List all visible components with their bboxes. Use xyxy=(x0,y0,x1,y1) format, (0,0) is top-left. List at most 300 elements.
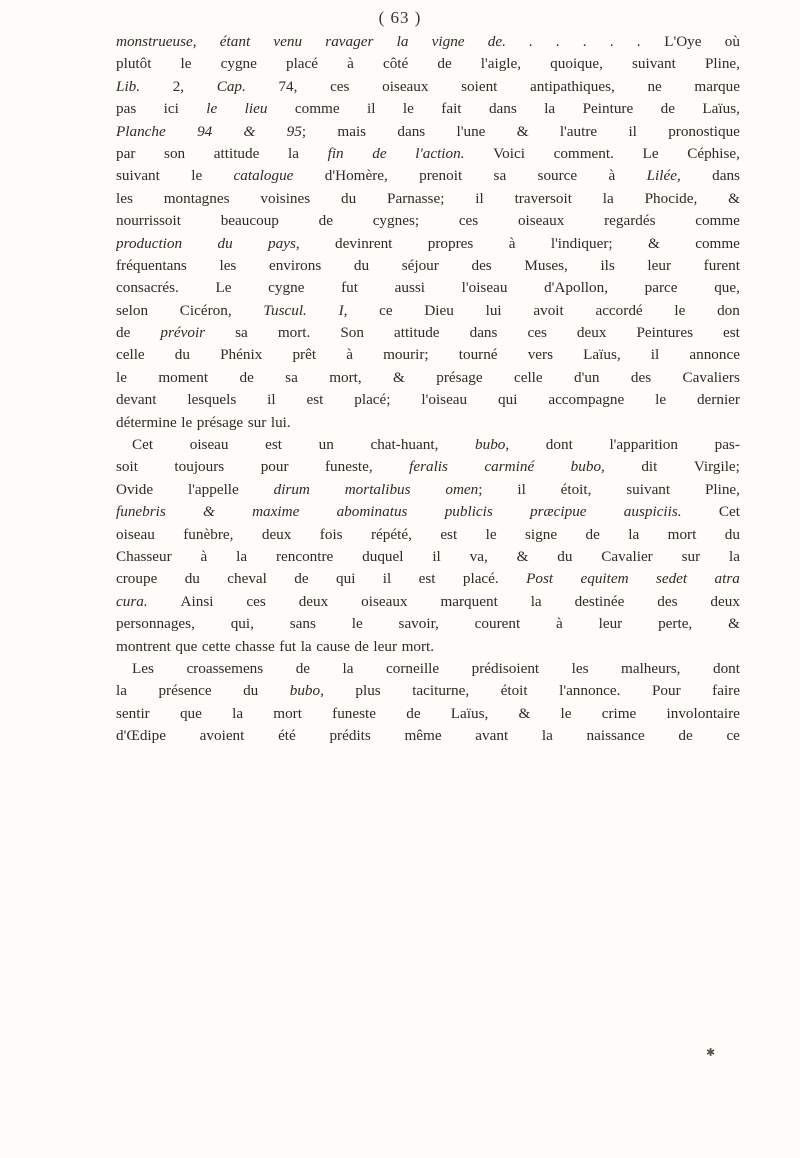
word: funeste, xyxy=(325,458,373,476)
word: Muses, xyxy=(524,256,568,274)
word: publicis xyxy=(444,503,493,521)
word: l'autre xyxy=(559,122,598,140)
word: Ovide xyxy=(116,480,154,498)
word: vers xyxy=(527,346,553,364)
word: Cet xyxy=(132,436,154,454)
word: . xyxy=(583,33,587,50)
word: & xyxy=(243,122,256,140)
word: il xyxy=(367,100,376,118)
word: accordé xyxy=(595,301,643,319)
word: étant xyxy=(219,33,251,50)
word: la xyxy=(544,100,556,118)
word: le xyxy=(206,100,218,118)
word: Phénix xyxy=(220,346,263,364)
word: naissance xyxy=(586,727,645,745)
word: dans xyxy=(712,167,740,185)
word: répété, xyxy=(371,525,412,543)
word: avoit xyxy=(533,301,564,319)
text-line xyxy=(116,501,740,523)
word: été xyxy=(278,727,296,745)
word: environs xyxy=(268,256,322,274)
word: le xyxy=(180,55,192,73)
text-line xyxy=(116,53,740,75)
word: détermine xyxy=(116,413,177,431)
word: sentir xyxy=(116,704,150,722)
word: Laïus, xyxy=(583,346,621,364)
word: comme xyxy=(695,212,740,230)
word: don xyxy=(717,301,740,319)
word: Peintures xyxy=(636,324,693,342)
word: à xyxy=(200,547,208,565)
word: 94 xyxy=(197,122,213,140)
word: Laïus, xyxy=(450,704,489,722)
word: auspiciis. xyxy=(623,503,682,521)
word: il xyxy=(628,122,637,140)
word: de xyxy=(295,659,311,677)
word: sedet xyxy=(655,570,688,588)
text-line xyxy=(116,143,740,165)
word: ici xyxy=(163,100,179,118)
text-line xyxy=(116,703,740,725)
word: dernier xyxy=(696,391,740,409)
word: & xyxy=(728,189,740,207)
word: I, xyxy=(338,301,348,319)
word: lesquels xyxy=(187,391,237,409)
word: du xyxy=(353,256,370,274)
word: cette xyxy=(201,637,231,655)
word: Pline, xyxy=(704,480,740,498)
word: L'Oye xyxy=(664,33,702,50)
word: la xyxy=(729,547,740,565)
word: regardés xyxy=(604,212,656,230)
text-line xyxy=(116,524,740,546)
word: les xyxy=(571,659,589,677)
word: de xyxy=(372,144,387,162)
word: toujours xyxy=(174,458,225,476)
word: de xyxy=(116,324,131,342)
word: funèbre, xyxy=(183,525,234,543)
word: deux xyxy=(576,324,607,342)
word: le xyxy=(181,413,193,431)
word: signe xyxy=(525,525,558,543)
word: par xyxy=(116,144,136,162)
word: sa xyxy=(285,368,298,386)
word: sans xyxy=(289,615,316,633)
word: dans xyxy=(469,324,498,342)
word: la xyxy=(602,189,614,207)
word: de. xyxy=(487,33,506,50)
word: que, xyxy=(714,279,740,297)
word: qui, xyxy=(230,615,254,633)
word: étoit, xyxy=(560,480,592,498)
text-line xyxy=(116,121,740,143)
text-line xyxy=(116,568,740,590)
word: à xyxy=(346,346,353,364)
word: propres xyxy=(427,234,474,252)
word: celle xyxy=(116,346,145,364)
word: parce xyxy=(644,279,678,297)
word: ils xyxy=(600,256,615,274)
word: d'Œdipe xyxy=(116,727,166,745)
word: Voici xyxy=(493,144,525,162)
word: catalogue xyxy=(233,167,294,185)
word: pas- xyxy=(714,436,740,454)
word: comme xyxy=(695,234,740,252)
word: atra xyxy=(714,570,740,588)
word: source xyxy=(537,167,578,185)
word: la xyxy=(116,682,127,700)
word: annonce xyxy=(689,346,740,364)
word: placé xyxy=(285,55,319,73)
text-line xyxy=(116,367,740,389)
word: faire xyxy=(712,682,740,700)
word: le xyxy=(191,167,203,185)
word: le xyxy=(351,615,363,633)
word: prenoit xyxy=(419,167,463,185)
text-line xyxy=(116,233,740,255)
word: dans xyxy=(488,100,517,118)
text-line xyxy=(116,680,740,702)
word: carminé xyxy=(484,458,535,476)
word: & xyxy=(728,615,740,633)
word: de xyxy=(437,55,452,73)
word: côté xyxy=(382,55,409,73)
word: à xyxy=(556,615,563,633)
word: præcipue xyxy=(530,503,587,521)
word: des xyxy=(657,592,678,610)
word: plus xyxy=(355,682,381,700)
word: cygnes; xyxy=(372,212,420,230)
word: tourné xyxy=(458,346,498,364)
word: Son xyxy=(340,324,364,342)
text-line xyxy=(116,210,740,232)
text-line xyxy=(116,344,740,366)
word: l'une xyxy=(456,122,486,140)
word: la xyxy=(628,525,640,543)
word: à xyxy=(508,234,516,252)
word: pas xyxy=(116,100,137,118)
word: cause xyxy=(316,637,350,655)
word: les xyxy=(116,189,133,207)
word: selon xyxy=(116,301,149,319)
word: fréquentans xyxy=(116,256,187,274)
word: antipathiques, xyxy=(530,77,615,95)
word: accompagne xyxy=(548,391,625,409)
text-line xyxy=(116,546,740,568)
word: 74, xyxy=(278,77,298,95)
word: & xyxy=(648,234,660,252)
word: cygne xyxy=(220,55,257,73)
text-line xyxy=(116,76,740,98)
word: du xyxy=(217,234,233,252)
word: que xyxy=(179,704,202,722)
word: de xyxy=(660,100,675,118)
word: equitem xyxy=(580,570,629,588)
word: l'action. xyxy=(415,144,465,162)
word: dont xyxy=(545,436,573,454)
text-line xyxy=(116,613,740,635)
word: d'Apollon, xyxy=(544,279,608,297)
page-number: ( 63 ) xyxy=(378,8,422,27)
text-line xyxy=(116,591,740,613)
word: de xyxy=(585,525,600,543)
word: pronostique xyxy=(668,122,740,140)
text-line xyxy=(116,277,740,299)
word: l'indiquer; xyxy=(550,234,613,252)
word: il xyxy=(517,480,526,498)
word: 2, xyxy=(172,77,185,95)
word: est xyxy=(723,324,740,342)
word: funeste xyxy=(332,704,377,722)
word: quoique, xyxy=(550,55,603,73)
body-text xyxy=(116,31,740,748)
word: il xyxy=(475,189,484,207)
word: cheval xyxy=(227,570,267,588)
word: mort xyxy=(273,704,302,722)
word: oiseaux xyxy=(382,77,429,95)
word: Ainsi xyxy=(180,592,214,610)
word: Lilée, xyxy=(646,167,681,185)
text-line xyxy=(116,434,740,456)
word: furent xyxy=(703,256,740,274)
word: Phocide, xyxy=(644,189,698,207)
word: devinrent xyxy=(335,234,393,252)
word: du xyxy=(174,346,190,364)
word: . xyxy=(637,33,641,50)
word: où xyxy=(724,33,740,50)
word: son xyxy=(164,144,186,162)
word: ces xyxy=(246,592,266,610)
word: oiseau xyxy=(116,525,155,543)
word: il xyxy=(650,346,660,364)
word: plutôt xyxy=(116,55,152,73)
word: suivant xyxy=(626,480,671,498)
word: mortalibus xyxy=(344,480,411,498)
word: & xyxy=(516,547,529,565)
word: pays, xyxy=(268,234,300,252)
word: comment. xyxy=(553,144,614,162)
word: présage xyxy=(196,413,244,431)
word: à xyxy=(608,167,616,185)
word: l'appelle xyxy=(187,480,239,498)
word: leur xyxy=(373,637,398,655)
word: bubo, xyxy=(289,682,324,700)
word: sa xyxy=(235,324,248,342)
word: monstrueuse, xyxy=(116,33,197,50)
word: moment xyxy=(158,368,209,386)
word: présence xyxy=(158,682,212,700)
word: fait xyxy=(441,100,462,118)
word: placé; xyxy=(354,391,391,409)
word: voisines xyxy=(260,189,311,207)
word: la xyxy=(396,33,409,50)
word: ces xyxy=(527,324,547,342)
word: vigne xyxy=(431,33,465,50)
word: production xyxy=(116,234,183,252)
word: suivant xyxy=(116,167,160,185)
word: l'aigle, xyxy=(480,55,522,73)
word: mort. xyxy=(277,324,311,342)
word: corneille xyxy=(386,659,440,677)
word: & xyxy=(516,122,529,140)
word: . xyxy=(556,33,560,50)
word: des xyxy=(630,368,652,386)
word: Céphise, xyxy=(687,144,740,162)
word: placé. xyxy=(462,570,499,588)
word: mourir; xyxy=(383,346,429,364)
word: la xyxy=(342,659,354,677)
word: Chasseur xyxy=(116,547,172,565)
word: Pour xyxy=(651,682,681,700)
word: dans xyxy=(397,122,426,140)
word: devant xyxy=(116,391,157,409)
word: comme xyxy=(294,100,340,118)
word: suivant xyxy=(631,55,676,73)
word: Planche xyxy=(116,122,166,140)
word: des xyxy=(471,256,492,274)
word: chat-huant, xyxy=(370,436,439,454)
word: d'Homère, xyxy=(324,167,388,185)
ink-mark: ✱ xyxy=(706,1047,716,1059)
word: Peinture xyxy=(582,100,634,118)
word: la xyxy=(541,727,553,745)
word: Le xyxy=(642,144,659,162)
word: deux xyxy=(298,592,329,610)
word: bubo, xyxy=(475,436,510,454)
word: même xyxy=(404,727,442,745)
word: traversoit xyxy=(514,189,572,207)
word: l'oiseau xyxy=(421,391,468,409)
word: malheurs, xyxy=(621,659,681,677)
word: oiseau xyxy=(189,436,229,454)
word: fut xyxy=(279,637,297,655)
text-line xyxy=(116,479,740,501)
word: de xyxy=(318,212,333,230)
word: & xyxy=(518,704,531,722)
word: prédits xyxy=(329,727,371,745)
word: un xyxy=(318,436,334,454)
word: Parnasse; xyxy=(387,189,445,207)
word: Dieu xyxy=(424,301,454,319)
word: oiseaux xyxy=(517,212,565,230)
word: de xyxy=(354,637,369,655)
word: 95; xyxy=(286,122,307,140)
text-line xyxy=(116,456,740,478)
word: montrent xyxy=(116,637,171,655)
word: qui xyxy=(498,391,518,409)
word: mort. xyxy=(401,637,435,655)
word: la xyxy=(236,547,248,565)
word: chasse xyxy=(235,637,275,655)
word: ravager xyxy=(325,33,374,50)
text-line xyxy=(116,725,740,747)
word: il xyxy=(267,391,276,409)
text-line xyxy=(116,300,740,322)
word: aussi xyxy=(394,279,425,297)
text-line xyxy=(116,255,740,277)
word: cura. xyxy=(116,592,148,610)
word: dirum xyxy=(273,480,310,498)
word: ces xyxy=(458,212,479,230)
word: que xyxy=(175,637,198,655)
word: avant xyxy=(475,727,509,745)
word: fois xyxy=(319,525,343,543)
word: croassemens xyxy=(186,659,264,677)
word: l'annonce. xyxy=(559,682,621,700)
word: montagnes xyxy=(163,189,230,207)
word: bubo, xyxy=(570,458,605,476)
word: deux xyxy=(710,592,740,610)
word: celle xyxy=(513,368,543,386)
word: pour xyxy=(260,458,289,476)
word: du xyxy=(557,547,573,565)
word: le xyxy=(655,391,667,409)
word: de xyxy=(294,570,309,588)
word: prévoir xyxy=(160,324,206,342)
word: Cicéron, xyxy=(179,301,232,319)
word: Le xyxy=(215,279,232,297)
word: Virgile; xyxy=(693,458,740,476)
word: fut xyxy=(341,279,358,297)
word: de xyxy=(406,704,421,722)
word: avoient xyxy=(199,727,245,745)
word: le xyxy=(560,704,572,722)
word: personnages, xyxy=(116,615,195,633)
word: destinée xyxy=(574,592,625,610)
word: marque xyxy=(694,77,740,95)
word: & xyxy=(393,368,405,386)
text-line xyxy=(116,658,740,680)
word: oiseaux xyxy=(361,592,408,610)
word: beaucoup xyxy=(220,212,279,230)
word: mort xyxy=(667,525,697,543)
word: lui. xyxy=(270,413,291,431)
word: qui xyxy=(336,570,356,588)
word: Les xyxy=(132,659,154,677)
word: lieu xyxy=(244,100,268,118)
word: & xyxy=(203,503,215,521)
word: rencontre xyxy=(275,547,334,565)
word: mais xyxy=(337,122,367,140)
word: feralis xyxy=(409,458,448,476)
word: il xyxy=(382,570,392,588)
word: à xyxy=(347,55,354,73)
word: dit xyxy=(641,458,658,476)
word: est xyxy=(440,525,458,543)
word: sa xyxy=(493,167,507,185)
word: omen; xyxy=(445,480,483,498)
word: Tuscul. xyxy=(263,301,307,319)
word: Post xyxy=(526,570,554,588)
word: mort, xyxy=(329,368,362,386)
text-line xyxy=(116,636,740,658)
word: courent xyxy=(474,615,521,633)
word: Cavalier xyxy=(601,547,653,565)
word: involontaire xyxy=(666,704,740,722)
word: Pline, xyxy=(704,55,740,73)
word: est xyxy=(418,570,436,588)
word: . xyxy=(610,33,614,50)
word: funebris xyxy=(116,503,166,521)
word: du xyxy=(724,525,740,543)
word: crime xyxy=(601,704,637,722)
word: du xyxy=(341,189,357,207)
word: taciturne, xyxy=(412,682,470,700)
word: sur xyxy=(247,413,267,431)
word: de xyxy=(239,368,254,386)
word: perte, xyxy=(658,615,693,633)
word: soit xyxy=(116,458,138,476)
